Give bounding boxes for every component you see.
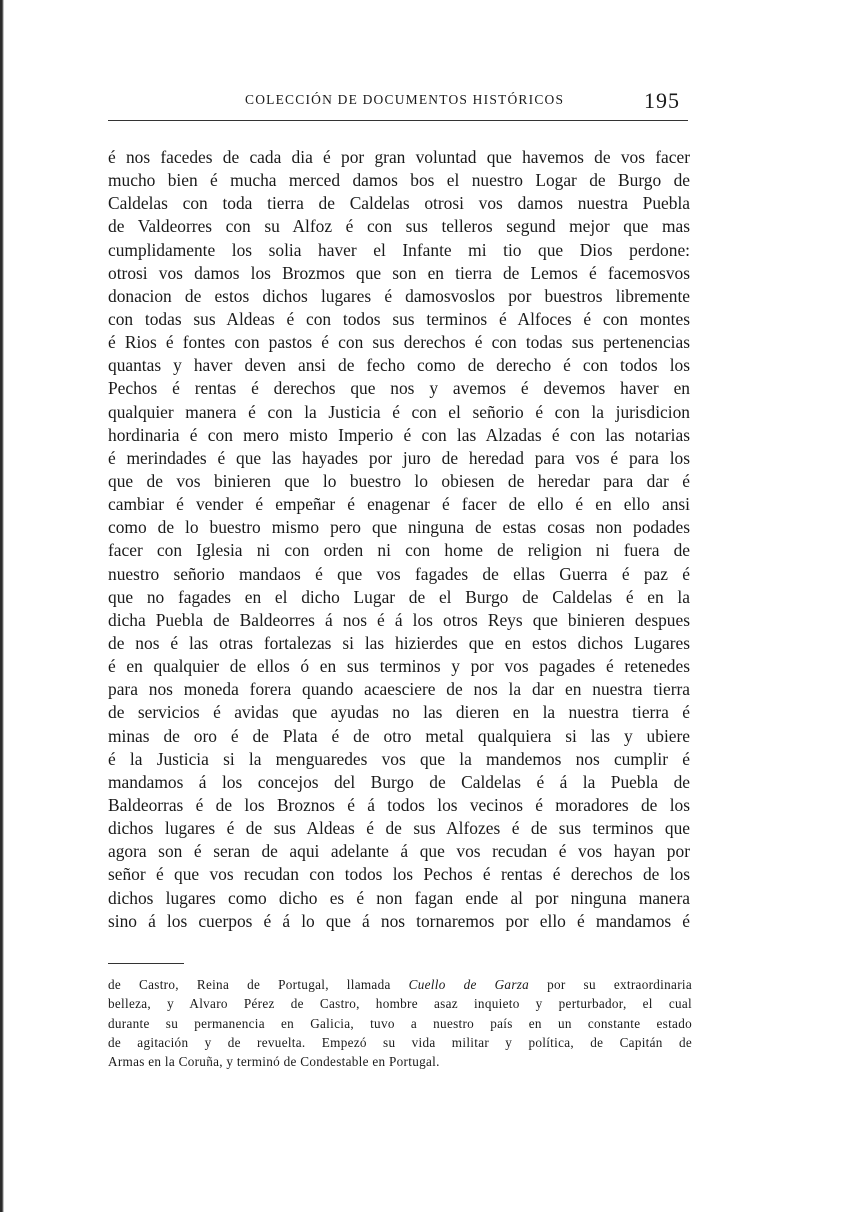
running-title: COLECCIÓN DE DOCUMENTOS HISTÓRICOS bbox=[245, 92, 565, 107]
text-line: agora son é seran de aqui adelante á que vos recudan é vos hayan por bbox=[108, 841, 690, 862]
footnote-text: de Castro, Reina de Portugal, llamada bbox=[108, 977, 409, 992]
text-line: cumplidamente los solia haver el Infante mi tio que Dios perdone: bbox=[108, 239, 690, 260]
text-line: é en qualquier de ellos ó en sus terminos y por vos pagades é retenedes bbox=[108, 656, 690, 677]
text-line: hordinaria é con mero misto Imperio é con las Alzadas é con las notarias bbox=[108, 424, 690, 445]
footnote-line bbox=[108, 975, 692, 994]
text-line: Caldelas con toda tierra de Caldelas otrosi vos damos nuestra Puebla bbox=[108, 193, 690, 214]
text-line: de nos é las otras fortalezas si las hizierdes que en estos dichos Lugares bbox=[108, 632, 690, 653]
text-line: nuestro señorio mandaos é que vos fagades de ellas Guerra é paz é bbox=[108, 563, 690, 584]
text-line: dichos lugares como dicho es é non fagan ende al por ninguna manera bbox=[108, 887, 690, 908]
text-line: para nos moneda forera quando acaesciere de nos la dar en nuestra tierra bbox=[108, 679, 690, 700]
footnote-line: durante su permanencia en Galicia, tuvo a nuestro país en un constante estado bbox=[108, 1015, 692, 1031]
text-line: cambiar é vender é empeñar é enagenar é facer de ello é en ello ansi bbox=[108, 494, 690, 515]
text-line: donacion de estos dichos lugares é damosvoslos por buestros libremente bbox=[108, 285, 690, 306]
text-line: quantas y haver deven ansi de fecho como de derecho é con todos los bbox=[108, 355, 690, 376]
text-line: de Valdeorres con su Alfoz é con sus telleros segund mejor que mas bbox=[108, 216, 690, 237]
text-line: qualquier manera é con la Justicia é con el señorio é con la jurisdicion bbox=[108, 401, 690, 422]
text-line: de servicios é avidas que ayudas no las dieren en la nuestra tierra é bbox=[108, 702, 690, 723]
text-line: é Rios é fontes con pastos é con sus derechos é con todas sus pertenencias bbox=[108, 332, 690, 353]
text-line: otrosi vos damos los Brozmos que son en tierra de Lemos é facemosvos bbox=[108, 262, 690, 283]
text-line: Baldeorras é de los Broznos é á todos los vecinos é moradores de los bbox=[108, 794, 690, 815]
text-line: minas de oro é de Plata é de otro metal qualquiera si las y ubiere bbox=[108, 725, 690, 746]
main-text bbox=[108, 146, 690, 933]
text-line: é nos facedes de cada dia é por gran voluntad que havemos de vos facer bbox=[108, 147, 690, 167]
header-rule bbox=[108, 120, 688, 121]
scanned-page-edge bbox=[0, 0, 4, 1212]
page-header bbox=[108, 86, 688, 120]
footnote-rule bbox=[108, 963, 184, 964]
text-line: que no fagades en el dicho Lugar de el Burgo de Caldelas é en la bbox=[108, 586, 690, 607]
footnote-line: Armas en la Coruña, y terminó de Condestable en Portugal. bbox=[108, 1054, 440, 1070]
text-line: Pechos é rentas é derechos que nos y avemos é devemos haver en bbox=[108, 378, 690, 399]
text-line: con todas sus Aldeas é con todos sus terminos é Alfoces é con montes bbox=[108, 308, 690, 329]
text-line: sino á los cuerpos é á lo que á nos tornaremos por ello é mandamos é bbox=[108, 910, 690, 931]
footnote bbox=[108, 975, 692, 1071]
text-line: dicha Puebla de Baldeorres á nos é á los otros Reys que binieren despues bbox=[108, 609, 690, 630]
footnote-text: por su extraordinaria bbox=[529, 977, 692, 992]
text-line: mandamos á los concejos del Burgo de Caldelas é á la Puebla de bbox=[108, 771, 690, 792]
text-line: é la Justicia si la menguaredes vos que la mandemos nos cumplir é bbox=[108, 748, 690, 769]
footnote-italic-nickname: Cuello de Garza bbox=[408, 977, 530, 992]
text-line: como de lo buestro mismo pero que ninguna de estas cosas non podades bbox=[108, 517, 690, 538]
text-line: dichos lugares é de sus Aldeas é de sus Alfozes é de sus terminos que bbox=[108, 818, 690, 839]
text-line: facer con Iglesia ni con orden ni con home de religion ni fuera de bbox=[108, 540, 690, 561]
text-line: mucho bien é mucha merced damos bos el nuestro Logar de Burgo de bbox=[108, 170, 690, 191]
page-number: 195 bbox=[644, 88, 680, 113]
text-line: é merindades é que las hayades por juro de heredad para vos é para los bbox=[108, 447, 690, 468]
footnote-line: de agitación y de revuelta. Empezó su vida militar y política, de Capitán de bbox=[108, 1034, 692, 1050]
footnote-line: belleza, y Alvaro Pérez de Castro, hombre asaz inquieto y perturbador, el cual bbox=[108, 996, 692, 1012]
text-line: señor é que vos recudan con todos los Pechos é rentas é derechos de los bbox=[108, 864, 690, 885]
text-line: que de vos binieren que lo buestro lo obiesen de heredar para dar é bbox=[108, 470, 690, 491]
